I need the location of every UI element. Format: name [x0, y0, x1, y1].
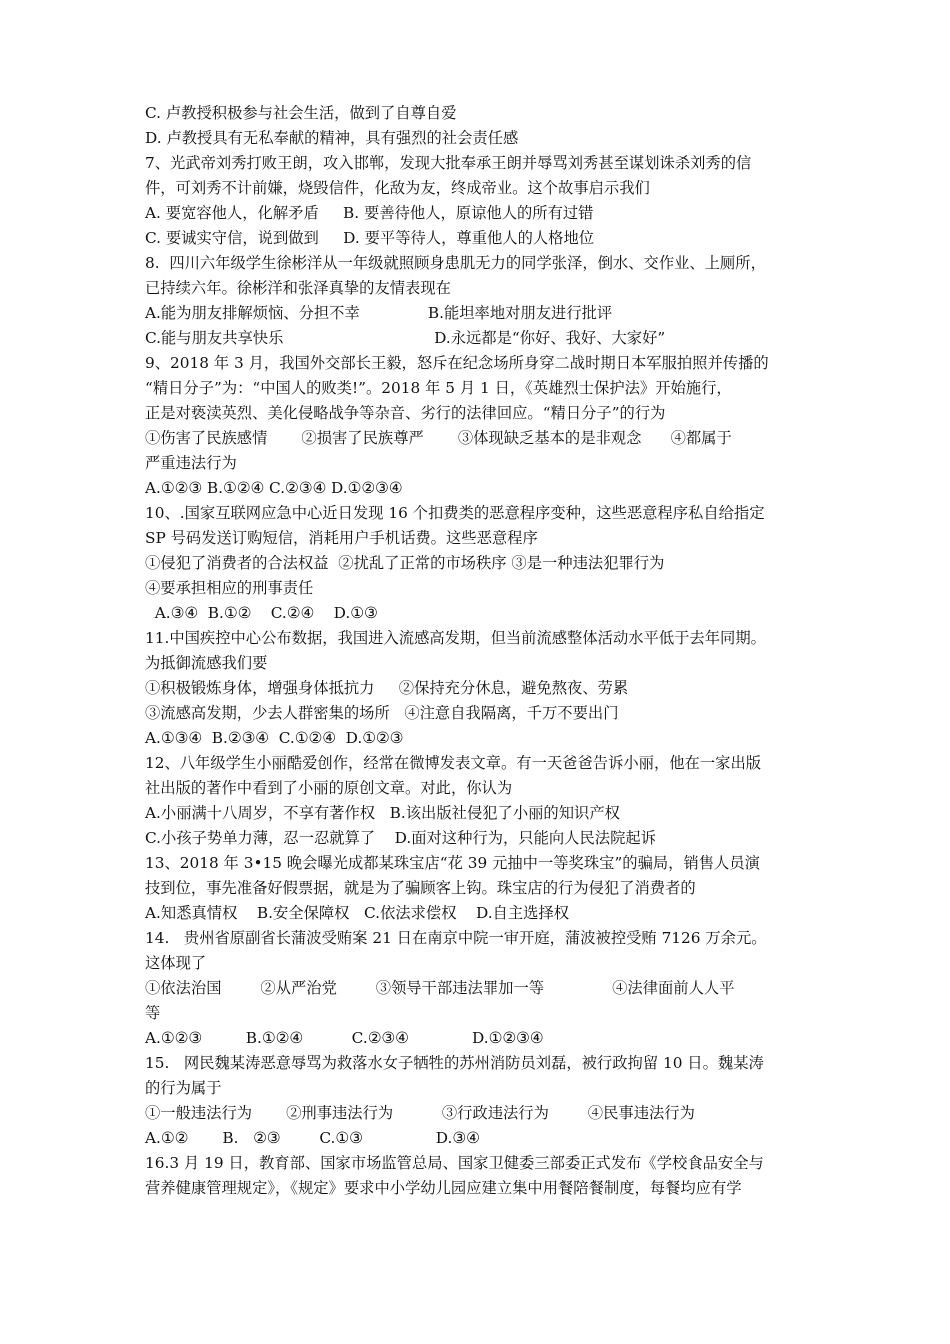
text-line: A.能为朋友排解烦恼、分担不幸 B.能坦率地对朋友进行批评 [145, 304, 613, 322]
text-line: 的行为属于 [145, 1079, 222, 1097]
text-line: C.小孩子势单力薄，忍一忍就算了 D.面对这种行为，只能向人民法院起诉 [145, 829, 656, 847]
text-line: 技到位，事先准备好假票据，就是为了骗顾客上钩。珠宝店的行为侵犯了消费者的 [145, 879, 696, 897]
text-line: ①依法治国 ②从严治党 ③领导干部违法罪加一等 ④法律面前人人平 [145, 979, 735, 997]
text-line: ①侵犯了消费者的合法权益 ②扰乱了正常的市场秩序 ③是一种违法犯罪行为 [145, 554, 665, 572]
text-line: C.能与朋友共享快乐 D.永远都是“你好、我好、大家好” [145, 329, 666, 347]
text-line: A.①② B. ②③ C.①③ D.③④ [145, 1129, 480, 1147]
text-line: SP 号码发送订购短信，消耗用户手机话费。这些恶意程序 [145, 529, 538, 547]
text-line: C. 卢教授积极参与社会生活，做到了自尊自爱 [145, 104, 457, 122]
text-line: “精日分子”为：“中国人的败类!”。2018 年 5 月 1 日，《英雄烈士保护法》开始施行， [145, 379, 732, 397]
text-line: A. 要宽容他人，化解矛盾 B. 要善待他人，原谅他人的所有过错 [145, 204, 594, 222]
text-line: 正是对亵渎英烈、美化侵略战争等杂音、劣行的法律回应。“精日分子”的行为 [145, 404, 666, 422]
text-line: ③流感高发期，少去人群密集的场所 ④注意自我隔离，千万不要出门 [145, 704, 619, 722]
text-line: 7、光武帝刘秀打败王朗，攻入邯郸，发现大批奉承王朗并辱骂刘秀甚至谋划诛杀刘秀的信 [145, 154, 752, 172]
text-line: ①伤害了民族感情 ②损害了民族尊严 ③体现缺乏基本的是非观念 ④都属于 [145, 429, 732, 447]
text-line: 等 [145, 1004, 161, 1022]
text-line: 件，可刘秀不计前嫌，烧毁信件，化敌为友，终成帝业。这个故事启示我们 [145, 179, 650, 197]
text-line: A.③④ B.①② C.②④ D.①③ [145, 604, 378, 622]
text-line: ①一般违法行为 ②刑事违法行为 ③行政违法行为 ④民事违法行为 [145, 1104, 695, 1122]
text-line: 13、2018 年 3•15 晚会曝光成都某珠宝店“花 39 元抽中一等奖珠宝”的骗局，销售人员演 [145, 854, 760, 872]
text-line: 严重违法行为 [145, 454, 237, 472]
text-line: 11.中国疾控中心公布数据，我国进入流感高发期，但当前流感整体活动水平低于去年同期。 [145, 629, 766, 647]
text-line: 9、2018 年 3 月，我国外交部长王毅，怒斥在纪念场所身穿二战时期日本军服拍照并传播的 [145, 354, 769, 372]
text-line: 15. 网民魏某涛恶意辱骂为救落水女子牺牲的苏州消防员刘磊，被行政拘留 10 日。魏某涛 [145, 1054, 764, 1072]
text-line: 12、八年级学生小丽酷爱创作，经常在微博发表文章。有一天爸爸告诉小丽，他在一家出版 [145, 754, 762, 772]
text-line: 16.3 月 19 日，教育部、国家市场监管总局、国家卫健委三部委正式发布《学校食品安全与 [145, 1154, 764, 1172]
text-line: 社出版的著作中看到了小丽的原创文章。对此，你认为 [145, 779, 513, 797]
text-line: 14. 贵州省原副省长蒲波受贿案 21 日在南京中院一审开庭，蒲波被控受贿 7126 万余元。 [145, 929, 767, 947]
text-line: A.小丽满十八周岁，不享有著作权 B.该出版社侵犯了小丽的知识产权 [145, 804, 620, 822]
text-line: 为抵御流感我们要 [145, 654, 268, 672]
text-line: A.①②③ B.①②④ C.②③④ D.①②③④ [145, 1029, 544, 1047]
text-line: A.①③④ B.②③④ C.①②④ D.①②③ [145, 729, 404, 747]
text-line: 已持续六年。徐彬洋和张泽真挚的友情表现在 [145, 279, 451, 297]
text-line: 8. 四川六年级学生徐彬洋从一年级就照顾身患肌无力的同学张泽，倒水、交作业、上厕所， [145, 254, 766, 272]
text-line: A.知悉真情权 B.安全保障权 C.依法求偿权 D.自主选择权 [145, 904, 570, 922]
text-line: ①积极锻炼身体，增强身体抵抗力 ②保持充分休息，避免熬夜、劳累 [145, 679, 629, 697]
text-line: ④要承担相应的刑事责任 [145, 579, 314, 597]
text-line: D. 卢教授具有无私奉献的精神，具有强烈的社会责任感 [145, 129, 519, 147]
text-line: 这体现了 [145, 954, 207, 972]
text-line: C. 要诚实守信，说到做到 D. 要平等待人，尊重他人的人格地位 [145, 229, 595, 247]
text-line: 营养健康管理规定》，《规定》要求中小学幼儿园应建立集中用餐陪餐制度，每餐均应有学 [145, 1179, 742, 1197]
text-line: A.①②③ B.①②④ C.②③④ D.①②③④ [145, 479, 403, 497]
text-line: 10、.国家互联网应急中心近日发现 16 个扣费类的恶意程序变种，这些恶意程序私自给指定 [145, 504, 765, 522]
